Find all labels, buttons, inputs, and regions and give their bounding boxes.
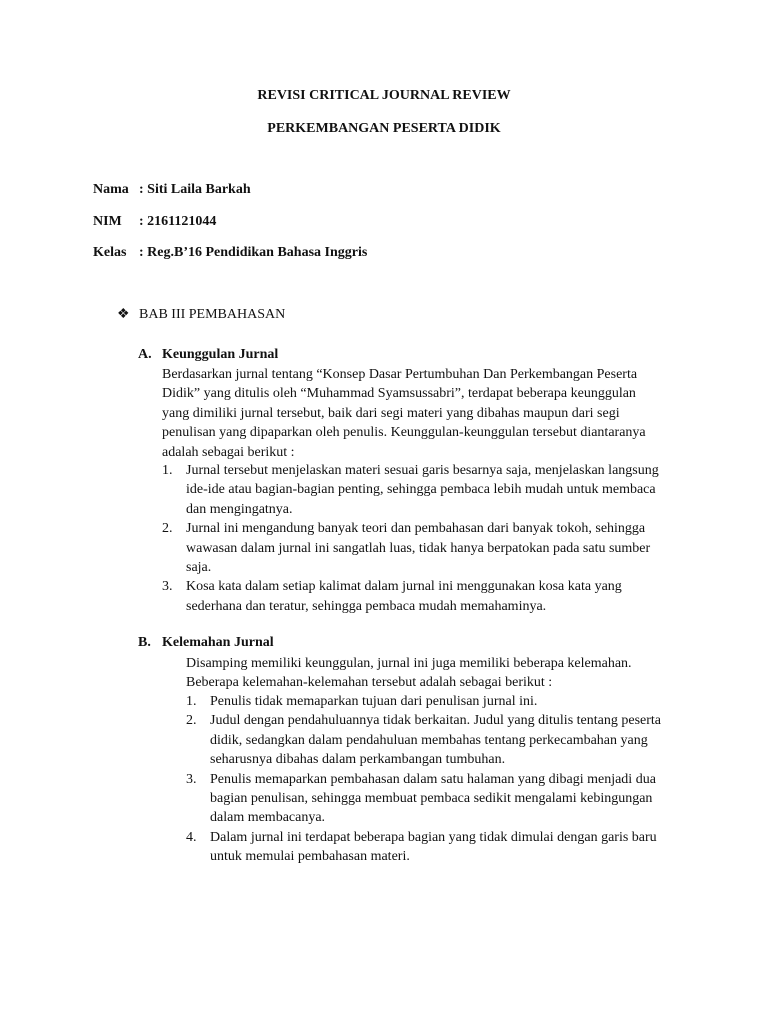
section-b-letter: B.: [138, 635, 151, 650]
list-item: [186, 770, 676, 828]
list-text: Jurnal ini mengandung banyak teori dan pembahasan dari banyak tokoh, sehingga wawasan dalam jurnal ini sangatlah luas, tidak hanya berpatokan pada satu sumber saja.: [186, 521, 651, 576]
kelas-value: : Reg.B’16 Pendidikan Bahasa Inggris: [139, 245, 368, 260]
list-text: Judul dengan pendahuluannya tidak berkaitan. Judul yang ditulis tentang peserta didik, sedangkan dalam pendahuluan membahas tentang perkecambahan yang seharusnya dibahas dalam perkambangan tumbuhan.: [210, 713, 661, 768]
list-number: 4.: [186, 829, 197, 845]
list-number: 2.: [186, 713, 197, 729]
chapter-title: BAB III PEMBAHASAN: [139, 307, 286, 322]
list-number: 2.: [162, 521, 173, 537]
section-a-intro: Berdasarkan jurnal tentang “Konsep Dasar Pertumbuhan Dan Perkembangan Peserta Didik” yang ditulis oleh “Muhammad Syamsussabri”, terdapat beberapa keunggulan yang dimiliki jurnal tersebut, baik dari segi materi yang dibahas maupun dari segi penulisan yang dipaparkan oleh penulis. Keunggulan-keunggulan tersebut diantaranya adalah sebagai berikut :: [162, 367, 646, 460]
list-number: 3.: [162, 579, 173, 595]
nama-value: : Siti Laila Barkah: [139, 182, 251, 197]
section-a-list: [162, 461, 672, 616]
list-text: Jurnal tersebut menjelaskan materi sesuai garis besarnya saja, menjelaskan langsung ide-ide atau bagian-bagian penting, sehingga pembaca lebih mudah untuk membaca dan mengingatnya.: [186, 463, 659, 517]
identity-nim: [93, 213, 216, 231]
section-a-title: Keunggulan Jurnal: [162, 347, 279, 362]
list-text: Dalam jurnal ini terdapat beberapa bagian yang tidak dimulai dengan garis baru untuk memulai pembahasan materi.: [210, 829, 657, 865]
section-b-list: [186, 692, 676, 867]
section-a-heading: [138, 346, 278, 364]
list-number: 3.: [186, 771, 197, 787]
diamond-bullet-icon: ❖: [117, 307, 130, 322]
nim-value: : 2161121044: [139, 214, 217, 229]
list-text: Penulis tidak memaparkan tujuan dari penulisan jurnal ini.: [210, 694, 538, 709]
list-item: [186, 828, 676, 867]
document-subtitle: PERKEMBANGAN PESERTA DIDIK: [267, 121, 501, 136]
section-b-title: Kelemahan Jurnal: [162, 635, 274, 650]
chapter-heading: [117, 306, 285, 324]
section-b-intro: Disamping memiliki keunggulan, jurnal ini juga memiliki beberapa kelemahan. Beberapa kelemahan-kelemahan tersebut adalah sebagai berikut :: [186, 656, 632, 691]
identity-nama: [93, 181, 251, 199]
list-text: Penulis memaparkan pembahasan dalam satu halaman yang dibagi menjadi dua bagian penulisan, sehingga membuat pembaca sedikit mengalami kebingungan dalam membacanya.: [210, 771, 656, 826]
nama-label: Nama: [93, 182, 129, 197]
list-text: Kosa kata dalam setiap kalimat dalam jurnal ini menggunakan kosa kata yang sederhana dan teratur, sehingga pembaca mudah memahaminya.: [186, 579, 622, 614]
section-b-heading: [138, 634, 274, 652]
list-item: [162, 577, 672, 616]
kelas-label: Kelas: [93, 245, 127, 260]
list-number: 1.: [186, 694, 197, 709]
list-item: [186, 692, 676, 711]
nim-label: NIM: [93, 214, 122, 229]
section-a-letter: A.: [138, 347, 152, 362]
list-item: [162, 461, 672, 519]
identity-kelas: [93, 244, 367, 262]
list-item: [162, 519, 672, 577]
document-title: REVISI CRITICAL JOURNAL REVIEW: [257, 88, 511, 103]
list-number: 1.: [162, 463, 173, 478]
list-item: [186, 711, 676, 769]
